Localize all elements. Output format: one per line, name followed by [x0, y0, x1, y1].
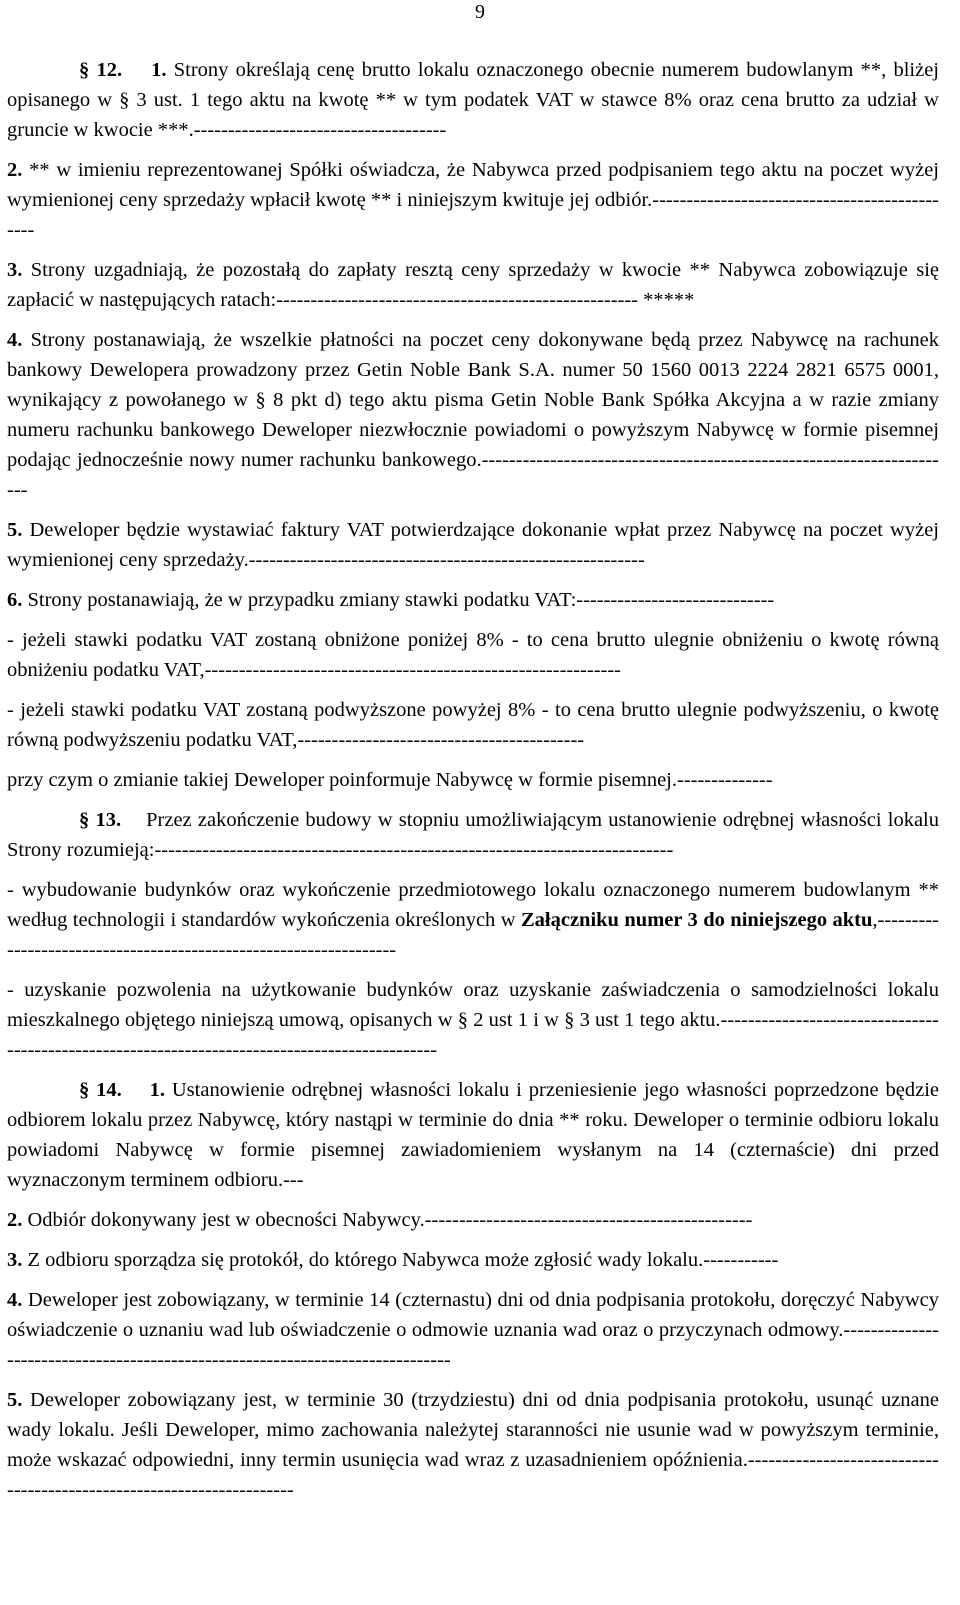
paragraph-text: ** w imieniu reprezentowanej Spółki oświadcza, że Nabywca przed podpisaniem tego aktu na poczet wyżej wymienionej ceny sprzedaży wpłacił kwotę ** i niniejszym kwituje jej odbiór.----------------------------------------------: [7, 159, 939, 241]
paragraph-13: [7, 805, 939, 865]
paragraph-12-5: [7, 515, 939, 575]
item-number: 5.: [7, 1389, 23, 1411]
paragraph-tail: ,------------------------------------------------------------------: [7, 909, 939, 961]
paragraph-text: Deweloper jest zobowiązany, w terminie 14 (czternastu) dni od dnia podpisania protokołu, doręczyć Nabywcy oświadczenie o uznaniu wad lub oświadczenie o odmowie uznania wad oraz o przyczynach odmowy.-------------------------------------------------------------------------------: [7, 1289, 939, 1371]
item-number: 3.: [7, 1249, 23, 1271]
paragraph-12-6: [7, 585, 939, 615]
bullet-vat-increase: [7, 695, 939, 755]
paragraph-12-3: [7, 255, 939, 315]
paragraph-text: Z odbioru sporządza się protokół, do którego Nabywca może zgłosić wady lokalu.-----------: [22, 1249, 779, 1271]
paragraph-text: Strony uzgadniają, że pozostałą do zapłaty resztą ceny sprzedaży w kwocie ** Nabywca zobowiązuje się zapłacić w następujących ratach:----------------------------------------------------- *****: [7, 259, 939, 311]
paragraph-vat-notice: [7, 765, 939, 795]
item-number: 4.: [7, 1289, 23, 1311]
item-number: 5.: [7, 519, 23, 541]
item-number: 2.: [7, 159, 23, 181]
bullet-permit: [7, 975, 939, 1065]
paragraph-12-1: [7, 55, 939, 145]
section-marker: § 12.: [79, 59, 123, 81]
paragraph-text: Strony określają cenę brutto lokalu oznaczonego obecnie numerem budowlanym **, bliżej opisanego w § 3 ust. 1 tego aktu na kwotę ** w tym podatek VAT w stawce 8% oraz cena brutto za udział w gruncie w kwocie ***.-------------------------------------: [7, 59, 940, 141]
paragraph-text: Deweloper zobowiązany jest, w terminie 30 (trzydziestu) dni od dnia podpisania protokołu, usunąć uznane wady lokalu. Jeśli Deweloper, mimo zachowania należytej staranności nie usunie wad w powyższym terminie, może wskazać odpowiedni, inny termin usunięcia wad wraz z uzasadnieniem opóźnienia.----------------------------------------------------------------------: [7, 1389, 939, 1501]
paragraph-12-2: [7, 155, 939, 245]
attachment-reference: Załączniku numer 3 do niniejszego aktu: [520, 909, 873, 931]
item-number: 2.: [7, 1209, 23, 1231]
paragraph-text: Ustanowienie odrębnej własności lokalu i przeniesienie jego własności poprzedzone będzie odbiorem lokalu przez Nabywcę, który nastąpi w terminie do dnia ** roku. Deweloper o terminie odbioru lokalu powiadomi Nabywcę w formie pisemnej zawiadomieniem wysłanym na 14 (czternaście) dni przed wyznaczonym terminem odbioru.---: [7, 1079, 940, 1191]
paragraph-14-1: [7, 1075, 939, 1195]
paragraph-text: - jeżeli stawki podatku VAT zostaną obniżone poniżej 8% - to cena brutto ulegnie obniżeniu o kwotę równą obniżeniu podatku VAT,-------------------------------------------------------------: [7, 629, 939, 681]
paragraph-14-2: [7, 1205, 939, 1235]
item-number: 1.: [149, 1079, 165, 1101]
paragraph-text: przy czym o zmianie takiej Deweloper poinformuje Nabywcę w formie pisemnej.--------------: [7, 769, 773, 791]
section-marker: § 14.: [79, 1079, 122, 1101]
paragraph-14-4: [7, 1285, 939, 1375]
item-number: 3.: [7, 259, 23, 281]
paragraph-12-4: [7, 325, 939, 505]
paragraph-text: Odbiór dokonywany jest w obecności Nabywcy.------------------------------------------------: [22, 1209, 753, 1231]
bullet-construction: [7, 875, 939, 965]
item-number: 4.: [7, 329, 23, 351]
paragraph-text: Strony postanawiają, że w przypadku zmiany stawki podatku VAT:-----------------------------: [22, 589, 775, 611]
section-marker: § 13.: [79, 809, 122, 831]
item-number: 1.: [151, 59, 167, 81]
paragraph-text: - uzyskanie pozwolenia na użytkowanie budynków oraz uzyskanie zaświadczenia o samodzielności lokalu mieszkalnego objętego niniejszą umową, opisanych w § 2 ust 1 i w § 3 ust 1 tego aktu.-----------------------------------------------------------------------------------------------: [7, 979, 939, 1061]
paragraph-text: - wybudowanie budynków oraz wykończenie przedmiotowego lokalu oznaczonego numerem budowlanym ** według technologii i standardów wykończenia określonych w: [7, 879, 939, 931]
item-number: 6.: [7, 589, 23, 611]
paragraph-text: Strony postanawiają, że wszelkie płatności na poczet ceny dokonywane będą przez Nabywcę na rachunek bankowy Dewelopera prowadzony przez Getin Noble Bank S.A. numer 50 1560 0013 2224 2821 6575 0001, wynikający z powołanego w § 8 pkt d) tego aktu pisma Getin Noble Bank Spółka Akcyjna a w razie zmiany numeru rachunku bankowego Deweloper niezwłocznie powiadomi o powyższym Nabywcę w formie pisemnej podając jednocześnie nowy numer rachunku bankowego.----------------------------------------------------------------------: [7, 329, 939, 501]
document-body: [7, 55, 939, 1511]
paragraph-text: Deweloper będzie wystawiać faktury VAT potwierdzające dokonanie wpłat przez Nabywcę na poczet wyżej wymienionej ceny sprzedaży.----------------------------------------------------------: [7, 519, 939, 571]
paragraph-text: Przez zakończenie budowy w stopniu umożliwiającym ustanowienie odrębnej własności lokalu Strony rozumieją:----------------------------------------------------------------------------: [7, 809, 940, 861]
page-number: 9: [475, 1, 485, 23]
paragraph-text: - jeżeli stawki podatku VAT zostaną podwyższone powyżej 8% - to cena brutto ulegnie podwyższeniu, o kwotę równą podwyższeniu podatku VAT,------------------------------------------: [7, 699, 939, 751]
paragraph-14-3: [7, 1245, 939, 1275]
bullet-vat-decrease: [7, 625, 939, 685]
paragraph-14-5: [7, 1385, 939, 1505]
